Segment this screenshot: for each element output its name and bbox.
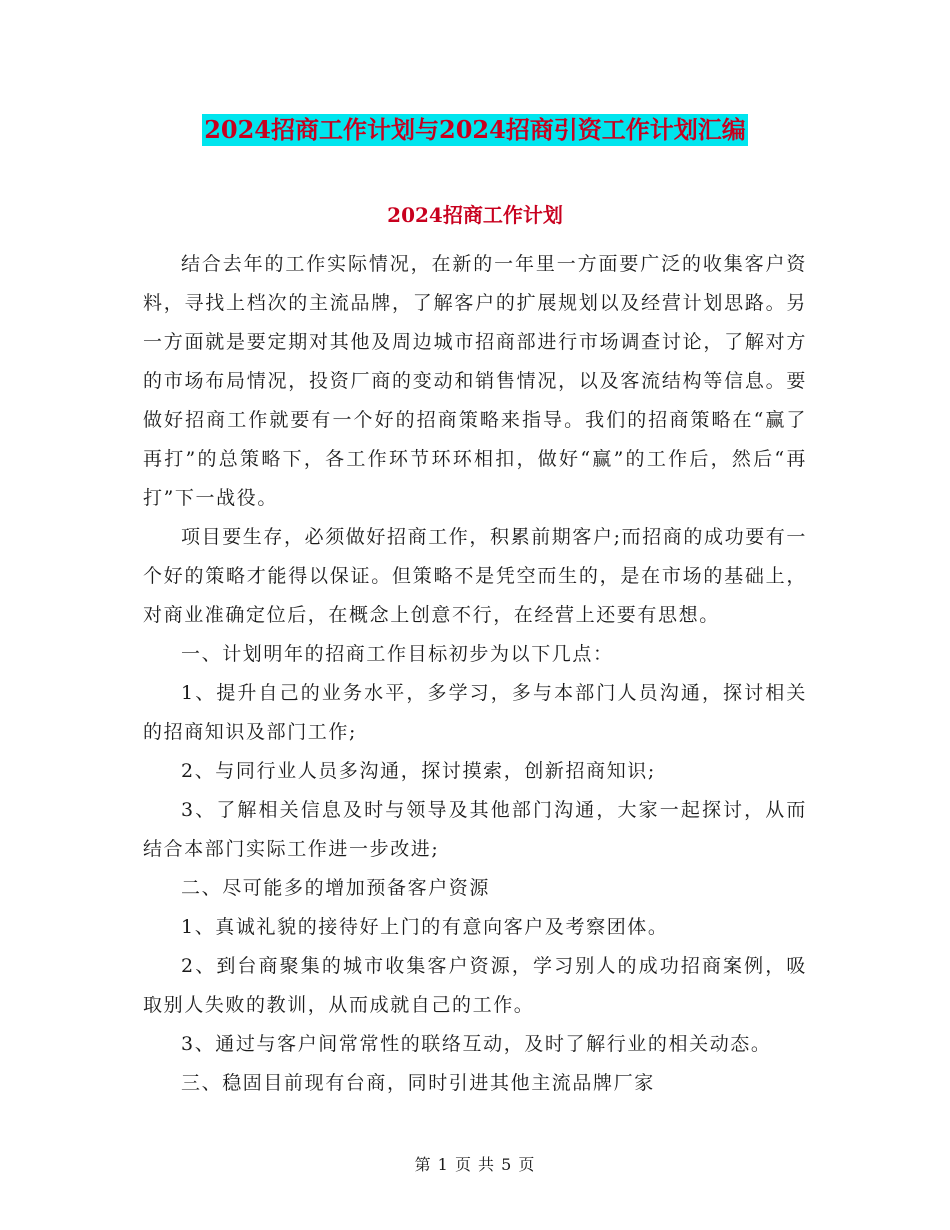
paragraph: 3、通过与客户间常常性的联络互动，及时了解行业的相关动态。 (181, 1033, 772, 1055)
paragraph: 项目要生存，必须做好招商工作，积累前期客户;而招商的成功要有一个好的策略才能得以保证。但策略不是凭空而生的，是在市场的基础上，对商业准确定位后，在概念上创意不行，在经营上还要有思想。 (143, 526, 808, 626)
document-title: 2024招商工作计划与2024招商引资工作计划汇编 (204, 115, 746, 144)
paragraph: 3、了解相关信息及时与领导及其他部门沟通，大家一起探讨，从而结合本部门实际工作进一步改进; (143, 799, 807, 860)
paragraph: 1、真诚礼貌的接待好上门的有意向客户及考察团体。 (181, 916, 669, 938)
paragraph: 一、计划明年的招商工作目标初步为以下几点： (181, 643, 614, 665)
section-title: 2024招商工作计划 (387, 203, 563, 227)
paragraph: 结合去年的工作实际情况，在新的一年里一方面要广泛的收集客户资料，寻找上档次的主流品牌，了解客户的扩展规划以及经营计划思路。另一方面就是要定期对其他及周边城市招商部进行市场调查讨论，了解对方的市场布局情况，投资厂商的变动和销售情况，以及客流结构等信息。要做好招商工作就要有一个好的招商策略来指导。我们的招商策略在“赢了再打”的总策略下，各工作环节环环相扣，做好“赢”的工作后，然后“再打”下一战役。 (143, 253, 807, 509)
paragraph: 2、到台商聚集的城市收集客户资源，学习别人的成功招商案例，吸取别人失败的教训，从而成就自己的工作。 (143, 955, 807, 1016)
document-title-container (0, 114, 950, 146)
paragraph: 二、尽可能多的增加预备客户资源 (181, 877, 491, 899)
document-body (143, 245, 807, 1103)
paragraph: 2、与同行业人员多沟通，探讨摸索，创新招商知识; (181, 760, 656, 782)
paragraph: 1、提升自己的业务水平，多学习，多与本部门人员沟通，探讨相关的招商知识及部门工作; (143, 682, 807, 743)
page-footer: 第 1 页 共 5 页 (414, 1155, 536, 1174)
paragraph: 三、稳固目前现有台商，同时引进其他主流品牌厂家 (181, 1072, 655, 1094)
